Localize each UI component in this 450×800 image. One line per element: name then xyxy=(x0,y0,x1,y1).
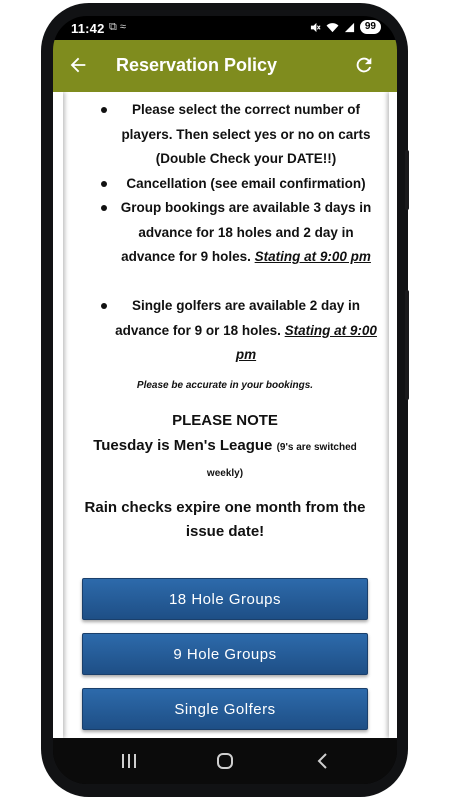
policy-item-group-bookings xyxy=(115,196,377,270)
system-icons xyxy=(310,20,381,34)
app-bar xyxy=(53,40,397,92)
mute-icon xyxy=(310,22,321,33)
wifi-icon xyxy=(326,22,339,33)
bullet-icon xyxy=(101,303,107,309)
bullet-icon xyxy=(101,107,107,113)
signal-icon xyxy=(344,22,355,33)
mens-league-note xyxy=(83,434,367,486)
rain-check-note: Rain checks expire one month from the issue date! xyxy=(84,499,366,540)
notification-icons: ⧉ ≈ xyxy=(109,21,126,33)
policy-content[interactable] xyxy=(53,92,397,738)
mens-league-subtext: (9's are switched weekly) xyxy=(206,442,357,479)
home-icon[interactable] xyxy=(213,750,237,772)
status-bar xyxy=(53,16,397,40)
android-nav-bar xyxy=(53,738,397,784)
9-hole-groups-button[interactable]: 9 Hole Groups xyxy=(82,633,368,675)
policy-item-emphasis: Stating at 9:00 pm xyxy=(254,249,371,264)
recent-apps-icon[interactable] xyxy=(117,750,141,772)
policy-item-single-golfers xyxy=(115,294,377,368)
policy-item-text: Single golfers are available 2 day in advance for 9 or 18 holes. xyxy=(115,298,361,338)
single-golfers-button[interactable]: Single Golfers xyxy=(82,688,368,730)
policy-item-players xyxy=(115,98,377,172)
back-arrow-icon[interactable] xyxy=(67,54,89,76)
policy-item-cancellation xyxy=(115,172,377,197)
bullet-icon xyxy=(101,181,107,187)
refresh-icon[interactable] xyxy=(353,54,375,76)
volume-button xyxy=(405,290,409,400)
battery-badge: 99 xyxy=(360,20,381,34)
page-title: Reservation Policy xyxy=(116,55,278,75)
policy-item-text: Cancellation (see email confirmation) xyxy=(126,176,366,191)
please-note-heading: PLEASE NOTE xyxy=(172,412,278,429)
policy-item-text: Please select the correct number of players. Then select yes or no on carts (Double Check your DATE!!) xyxy=(121,102,371,166)
policy-item-emphasis: Stating at 9:00 pm xyxy=(235,322,377,362)
back-nav-icon[interactable] xyxy=(311,750,335,772)
policy-item-text: Group bookings are available 3 days in advance for 18 holes and 2 day in advance for 9 holes. xyxy=(120,200,372,264)
power-button xyxy=(405,150,409,210)
mens-league-text: Tuesday is Men's League xyxy=(93,437,273,454)
status-time: 11:42 xyxy=(71,21,105,36)
bullet-icon xyxy=(101,205,107,211)
18-hole-groups-button[interactable]: 18 Hole Groups xyxy=(82,578,368,620)
phone-screen xyxy=(53,16,397,784)
accuracy-note: Please be accurate in your bookings. xyxy=(136,380,314,391)
